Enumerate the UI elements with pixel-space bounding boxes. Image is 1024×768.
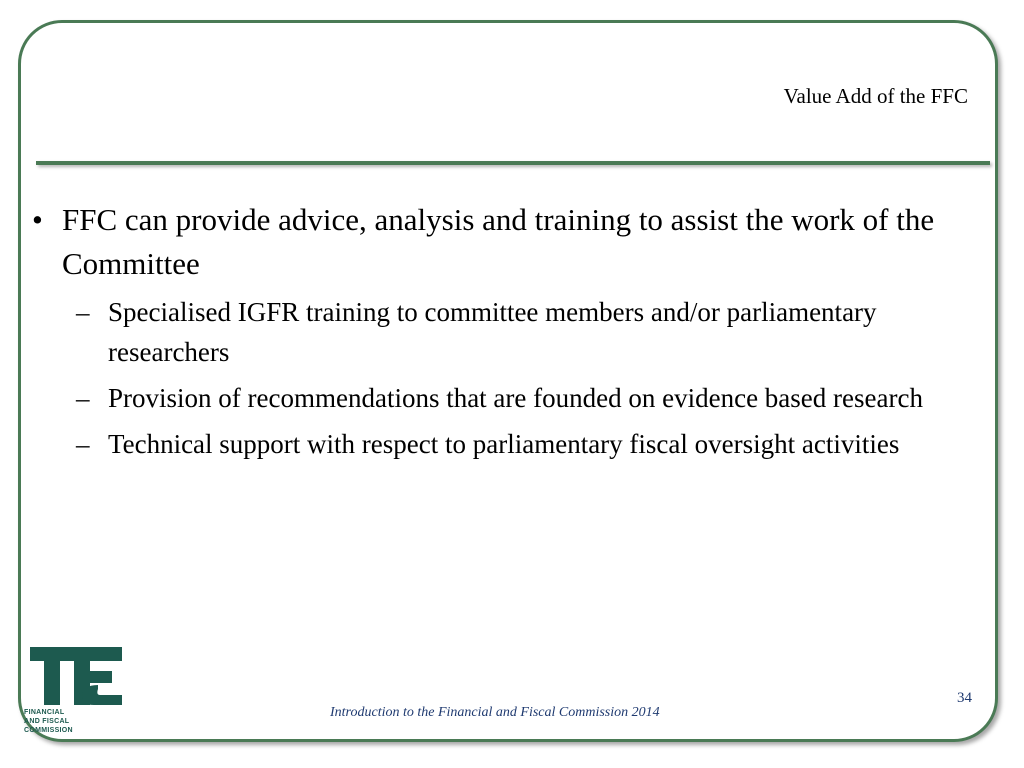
logo-t-stem [44,661,60,705]
sub-bullet-marker: – [76,383,90,413]
bullet-text: FFC can provide advice, analysis and training to assist the work of the Committee [62,202,935,281]
logo-line: COMMISSION [24,727,73,734]
bullet-item [28,198,988,286]
sub-bullet-marker: – [76,297,90,327]
logo-c-shape [82,685,122,705]
sub-bullet-item [76,292,988,372]
page-number: 34 [957,690,972,706]
slide-footer: Introduction to the Financial and Fiscal Commission 2014 [330,705,660,720]
slide-title: Value Add of the FFC [783,84,968,108]
sub-bullet-text: Technical support with respect to parliamentary fiscal oversight activities [108,429,900,459]
sub-bullet-marker: – [76,429,90,459]
sub-bullet-text: Provision of recommendations that are founded on evidence based research [108,383,923,413]
sub-bullet-item [76,424,988,464]
bullet-marker: • [32,202,43,237]
logo-line: FINANCIAL [24,709,65,716]
sub-bullet-text: Specialised IGFR training to committee members and/or parliamentary researchers [108,297,877,367]
slide-content [28,198,988,466]
logo-line: AND FISCAL [24,718,70,725]
title-divider [36,161,990,165]
logo-t-bar [30,647,74,661]
sub-bullet-item [76,378,988,418]
logo-wordmark [24,708,73,735]
